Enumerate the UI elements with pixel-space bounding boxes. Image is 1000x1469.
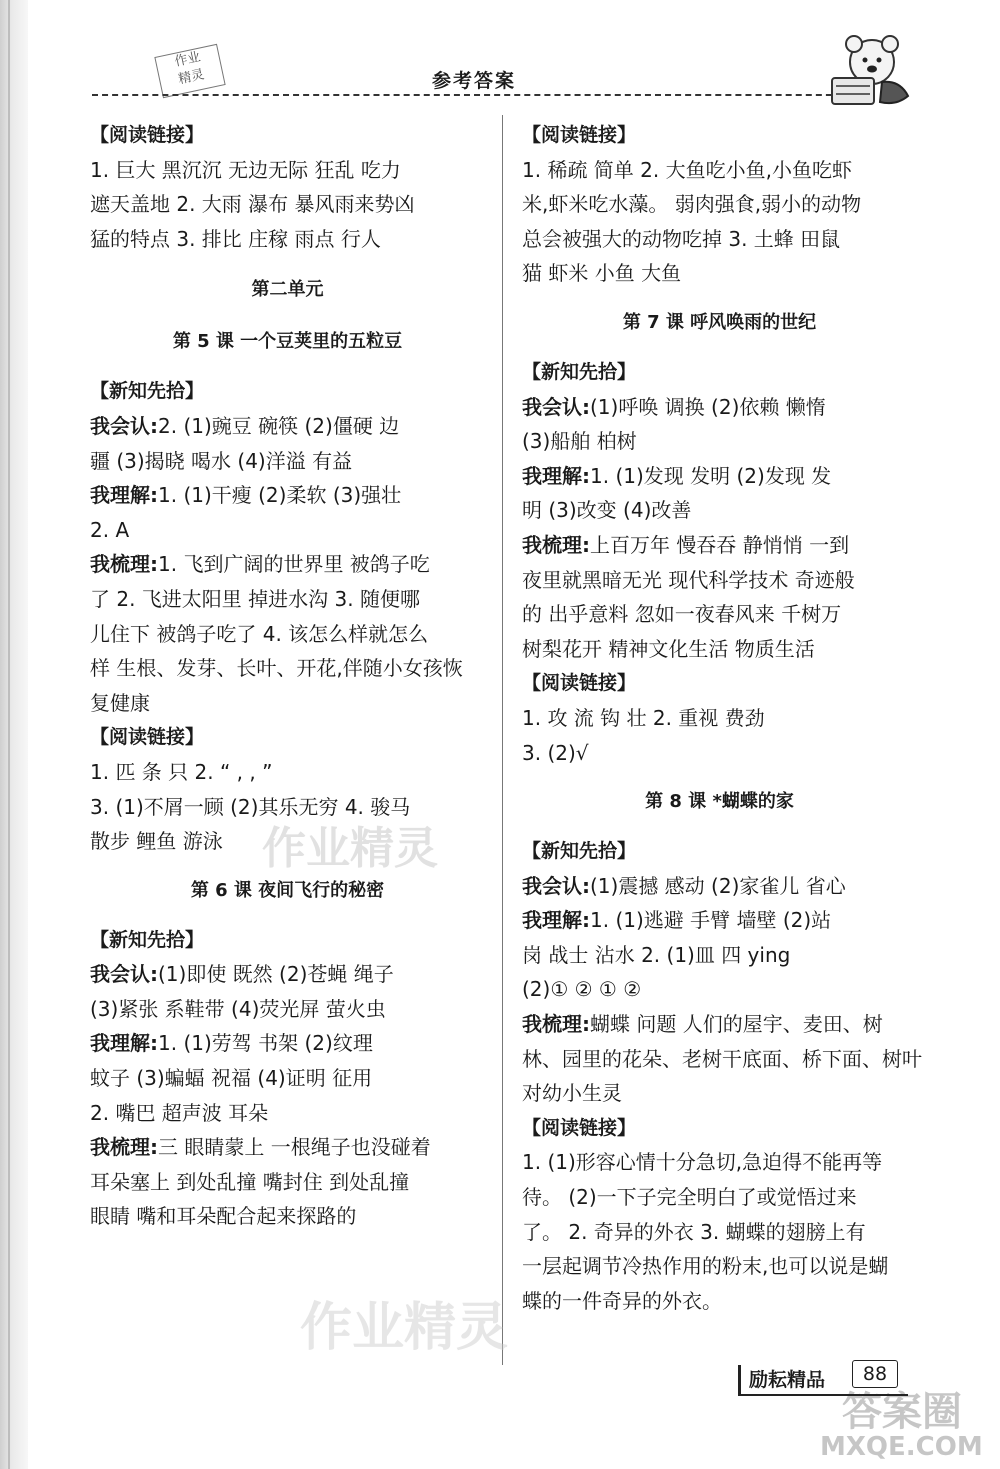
answer-text: 儿住下 被鸽子吃了 4. 该怎么样就怎么 [90, 621, 429, 646]
answer-line: 遮天盖地 2. 大雨 瀑布 暴风雨来势凶 [90, 192, 415, 217]
answer-text: 对幼小生灵 [522, 1081, 622, 1106]
answer-text: 复健康 [90, 690, 150, 715]
answer-line [90, 582, 485, 617]
answer-line: 蝶的一件奇异的外衣。 [522, 1288, 722, 1313]
answer-text: 岗 战士 沾水 2. (1)皿 四 ying [522, 942, 791, 967]
answer-text: (3)紧张 系鞋带 (4)荧光屏 萤火虫 [90, 996, 386, 1021]
answer-text: (2)① ② ① ② [522, 977, 642, 1002]
answer-line [522, 424, 917, 459]
answer-text: 1. (1)发现 发明 (2)发现 发 [590, 463, 832, 488]
answer-line [522, 632, 917, 667]
section-heading: 【阅读链接】 [90, 124, 205, 146]
header-dashed-rule [92, 94, 852, 96]
answer-block [522, 701, 917, 770]
answer-text: 眼睛 嘴和耳朵配合起来探路的 [90, 1204, 357, 1229]
answer-line [90, 409, 485, 444]
answer-text: 蝴蝶 问题 人们的屋宇、麦田、树 [590, 1012, 883, 1037]
answer-label: 我会认: [90, 962, 158, 987]
answer-text: 夜里就黑暗无光 现代科学技术 奇迹般 [522, 567, 855, 592]
stamp-line1: 作业 [173, 49, 202, 70]
watermark-site-logo: 答案圈 [842, 1389, 962, 1435]
watermark-mid: 作业精灵 [262, 823, 438, 874]
section-heading: 【阅读链接】 [522, 124, 637, 146]
answer-line: 1. (1)形容心情十分急切,急迫得不能再等 [522, 1150, 883, 1175]
answer-line [90, 992, 485, 1027]
page-number: 88 [852, 1360, 898, 1388]
answer-line: 3. (2)√ [522, 740, 589, 765]
answer-line [90, 1061, 485, 1096]
answer-line: 3. (1)不屑一顾 (2)其乐无穷 4. 骏马 [90, 794, 411, 819]
column-divider [502, 115, 503, 1365]
answer-line [90, 1199, 485, 1234]
section-heading: 【新知先拾】 [522, 840, 637, 863]
answer-line: 1. 稀疏 简单 2. 大鱼吃小鱼,小鱼吃虾 [522, 157, 852, 182]
answer-text: 1. 飞到广阔的世界里 被鸽子吃 [158, 552, 430, 577]
answer-text: 样 生根、发芽、长叶、开花,伴随小女孩恢 [90, 656, 463, 681]
answer-line [90, 1096, 485, 1131]
answer-text: (1)即使 既然 (2)苍蝇 绳子 [158, 962, 394, 987]
answer-text: 2. A [90, 517, 130, 542]
answer-text: 1. (1)逃避 手臂 墙壁 (2)站 [590, 908, 832, 933]
unit-title: 第二单元 [251, 279, 324, 301]
answer-line [522, 938, 917, 973]
section-heading: 【阅读链接】 [522, 672, 637, 695]
logo-stamp [154, 44, 225, 98]
answer-line: 一层起调节冷热作用的粉末,也可以说是蝴 [522, 1254, 889, 1279]
answer-text: 2. 嘴巴 超声波 耳朵 [90, 1100, 269, 1125]
stamp-line2: 精灵 [177, 67, 206, 88]
lesson-title: 第 5 课 一个豆荚里的五粒豆 [172, 331, 403, 353]
answer-block [522, 1145, 917, 1318]
right-column [522, 118, 922, 1318]
answer-text: (1)震撼 感动 (2)家雀儿 省心 [590, 873, 846, 898]
answer-text: 疆 (3)揭晓 喝水 (4)洋溢 有益 [90, 448, 353, 473]
answer-block [522, 390, 917, 667]
answer-line [522, 563, 917, 598]
answer-line [522, 528, 917, 563]
answer-text: 1. (1)干瘦 (2)柔软 (3)强壮 [158, 483, 402, 508]
answer-text: 2. (1)豌豆 碗筷 (2)僵硬 边 [158, 413, 400, 438]
answer-text: (1)呼唤 调换 (2)依赖 懒惰 [590, 394, 826, 419]
answer-line [522, 1076, 917, 1111]
answer-text: 三 眼睛蒙上 一根绳子也没碰着 [158, 1135, 431, 1160]
answer-line [522, 903, 917, 938]
answer-text: 树梨花开 精神文化生活 物质生活 [522, 636, 815, 661]
answer-line [90, 651, 485, 686]
answer-label: 我理解: [522, 463, 590, 488]
answer-line: 总会被强大的动物吃掉 3. 土蜂 田鼠 [522, 226, 841, 251]
book-spine-shadow [0, 0, 28, 1469]
answer-line [90, 478, 485, 513]
answer-label: 我会认: [522, 394, 590, 419]
answer-label: 我会认: [90, 413, 158, 438]
page-header-title: 参考答案 [432, 70, 517, 92]
answer-line [522, 1042, 922, 1077]
footer-rule [738, 1394, 908, 1396]
answer-block [90, 409, 485, 720]
answer-line: 了。 2. 奇异的外衣 3. 蝴蝶的翅膀上有 [522, 1219, 866, 1244]
answer-block [522, 869, 922, 1111]
answer-line: 猫 虾米 小鱼 大鱼 [522, 261, 682, 286]
lesson-title: 第 8 课 *蝴蝶的家 [645, 791, 794, 813]
section-heading: 【新知先拾】 [90, 928, 205, 951]
answer-line: 1. 攻 流 钩 壮 2. 重视 费劲 [522, 705, 765, 730]
answer-line: 猛的特点 3. 排比 庄稼 雨点 行人 [90, 226, 381, 251]
left-column [90, 118, 485, 1234]
answer-text: 明 (3)改变 (4)改善 [522, 498, 692, 523]
answer-text: 蚊子 (3)蝙蝠 祝福 (4)证明 征用 [90, 1066, 373, 1091]
answer-line: 1. 匹 条 只 2. “ , , ” [90, 759, 273, 784]
section-heading: 【阅读链接】 [90, 726, 205, 749]
answer-text: 1. (1)劳驾 书架 (2)纹理 [158, 1031, 373, 1056]
bear-mascot-icon [822, 30, 918, 110]
lesson-title: 第 6 课 夜间飞行的秘密 [190, 879, 385, 901]
answer-block [522, 153, 917, 291]
answer-line: 米,虾米吃水藻。 弱肉强食,弱小的动物 [522, 192, 862, 217]
answer-line: 1. 巨大 黑沉沉 无边无际 狂乱 吃力 [90, 157, 401, 182]
watermark-bottom: 作业精灵 [300, 1298, 509, 1358]
answer-line [90, 957, 485, 992]
answer-line: 散步 鲤鱼 游泳 [90, 829, 223, 854]
answer-label: 我理解: [522, 908, 590, 933]
answer-line [522, 390, 917, 425]
answer-label: 我梳理: [522, 532, 590, 557]
answer-line [90, 617, 485, 652]
answer-label: 我梳理: [90, 552, 158, 577]
answer-line [90, 547, 485, 582]
answer-block [90, 957, 485, 1234]
answer-text: 上百万年 慢吞吞 静悄悄 一到 [590, 532, 850, 557]
answer-line [90, 686, 485, 721]
answer-line [522, 1007, 917, 1042]
section-heading: 【新知先拾】 [522, 360, 637, 383]
answer-text: 耳朵塞上 到处乱撞 嘴封住 到处乱撞 [90, 1169, 410, 1194]
watermark-site-url: MXQE.COM [820, 1432, 983, 1462]
answer-text: 林、园里的花朵、老树干底面、桥下面、树叶 [522, 1046, 922, 1071]
answer-line [90, 1026, 485, 1061]
answer-line [90, 1165, 485, 1200]
answer-line [522, 493, 917, 528]
answer-line [522, 597, 917, 632]
answer-label: 我理解: [90, 483, 158, 508]
answer-label: 我梳理: [90, 1135, 158, 1160]
answer-block [90, 153, 485, 257]
answer-line [522, 869, 917, 904]
answer-text: (3)船舶 柏树 [522, 429, 637, 454]
answer-line [522, 972, 917, 1007]
lesson-title: 第 7 课 呼风唤雨的世纪 [622, 311, 817, 333]
answer-label: 我梳理: [522, 1012, 590, 1037]
answer-line [90, 1130, 485, 1165]
section-heading: 【阅读链接】 [522, 1116, 637, 1139]
answer-text: 了 2. 飞进太阳里 掉进水沟 3. 随便哪 [90, 586, 420, 611]
answer-line [90, 513, 485, 548]
answer-label: 我会认: [522, 873, 590, 898]
answer-line [90, 444, 485, 479]
answer-line: 待。 (2)一下子完全明白了或觉悟过来 [522, 1185, 857, 1210]
answer-label: 我理解: [90, 1031, 158, 1056]
answer-text: 的 出乎意料 忽如一夜春风来 千树万 [522, 602, 842, 627]
section-heading: 【新知先拾】 [90, 380, 205, 403]
footer-brand: 励耘精品 [738, 1365, 825, 1395]
answer-line [522, 459, 917, 494]
